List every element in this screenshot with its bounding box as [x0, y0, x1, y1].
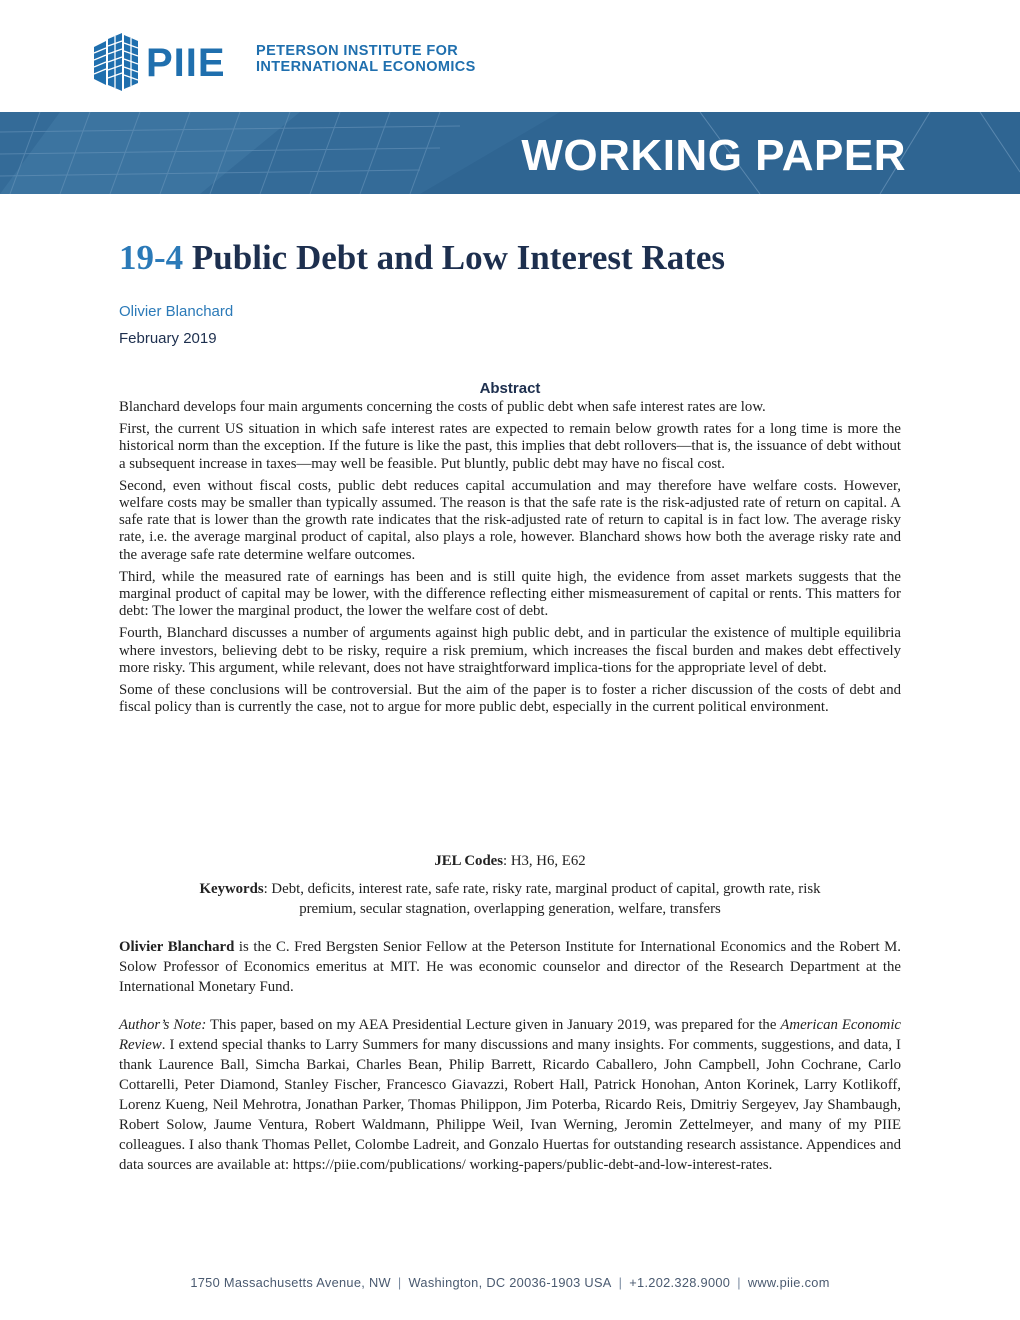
abstract-paragraph: Blanchard develops four main arguments concerning the costs of public debt when safe interest rates are low.: [119, 399, 766, 415]
authors-note: [119, 1015, 901, 1175]
jel-codes: [0, 853, 1020, 870]
note-text-after: . I extend special thanks to Larry Summers for many discussions and many insights. For comments, suggestions, and data, I thank Laurence Ball, Simcha Barkai, Charles Bean, Philip Barrett, Ricardo Caballero, John Campbell, John Cochrane, Carlo Cottarelli, Peter Diamond, Stanley Fischer, Francesco Giavazzi, Robert Hall, Patrick Honohan, Anton Korinek, Larry Kotlikoff, Lorenz Kueng, Neil Mehrotra, Jonathan Parker, Thomas Philippon, Jim Poterba, Ricardo Reis, Dmitriy Sergeyev, Jay Shambaugh, Robert Solow, Jaume Ventura, Robert Waldmann, Philippe Weil, Ivan Werning, Jeromin Zettelmeyer, and many of my PIIE colleagues. I also thank Thomas Pellet, Colombe Ladreit, and Gonzalo Huertas for outstanding research assistance. Appendices and data sources are available at: https://piie.com/publications/ working-papers/public-debt-and-low-interest-rates.: [119, 1037, 901, 1173]
footer-city: Washington, DC 20036-1903 USA: [408, 1275, 612, 1290]
keywords-value: : Debt, deficits, interest rate, safe rate, risky rate, marginal product of capital, growth rate, risk premium, secular stagnation, overlapping generation, welfare, transfers: [263, 881, 821, 917]
note-text-before: This paper, based on my AEA Presidential Lecture given in January 2019, was prepared for the: [206, 1017, 781, 1033]
abstract-paragraph: Some of these conclusions will be controversial. But the aim of the paper is to foster a richer discussion of the costs of debt and fiscal policy than is currently the case, not to argue for more public debt, especially in the current political environment.: [119, 682, 901, 716]
institute-name-line1: PETERSON INSTITUTE FOR: [256, 43, 459, 59]
jel-value: : H3, H6, E62: [503, 853, 586, 869]
banner-title: WORKING PAPER: [521, 131, 906, 180]
footer: 1750 Massachusetts Avenue, NW | Washington, DC 20036-1903 USA | +1.202.328.9000 | www.piie.com: [190, 1275, 830, 1290]
institute-name: [256, 43, 476, 75]
abstract-paragraph: First, the current US situation in which safe interest rates are expected to remain below growth rates for a long time is more the historical norm than the exception. If the future is like the past, this implies that debt rollovers—that is, the issuance of debt without a subsequent increase in taxes—may well be feasible. Put bluntly, public debt may have no fiscal cost.: [119, 421, 901, 472]
jel-label: JEL Codes: [434, 853, 504, 869]
abstract-body: [119, 399, 901, 721]
publication-date: February 2019: [119, 330, 217, 347]
working-paper-banner: [0, 112, 1020, 194]
keywords: [175, 879, 845, 919]
note-journal: American Economic Review: [119, 1017, 901, 1053]
author-name: Olivier Blanchard: [119, 303, 234, 320]
footer-address: 1750 Massachusetts Avenue, NW: [190, 1275, 391, 1290]
paper-title-text: Public Debt and Low Interest Rates: [191, 238, 726, 277]
piie-logo: [92, 33, 512, 93]
paper-number: 19-4: [119, 238, 184, 277]
paper-title: [119, 236, 725, 280]
building-logo-icon: [92, 33, 140, 91]
abstract-paragraph: Third, while the measured rate of earnings has been and is still quite high, the evidence from asset markets suggests that the marginal product of capital may be lower, with the difference reflecting either mismeasurement of capital or rents. This matters for debt: The lower the marginal product, the lower the welfare cost of debt.: [119, 568, 901, 620]
institute-name-line2: INTERNATIONAL ECONOMICS: [256, 59, 476, 75]
abstract-paragraph: Second, even without fiscal costs, public debt reduces capital accumulation and may therefore have welfare costs. However, welfare costs may be smaller than typically assumed. The reason is that the safe rate is the risk-adjusted rate of return on capital. A safe rate that is lower than the growth rate indicates that the risk-adjusted rate of return to capital is in fact low. The average risky rate, i.e. the average marginal product of capital, also plays a role, however. Blanchard shows how both the average risky rate and the average safe rate determine welfare outcomes.: [119, 477, 901, 563]
footer-website-link[interactable]: www.piie.com: [747, 1275, 830, 1290]
bio-text: is the C. Fred Bergsten Senior Fellow at the Peterson Institute for International Economics and the Robert M. Solow Professor of Economics emeritus at MIT. He was economic counselor and director of the Research Department at the International Monetary Fund.: [119, 939, 901, 995]
bio-name: Olivier Blanchard: [119, 939, 235, 955]
author-bio: [119, 937, 901, 997]
logo-wordmark: PIIE: [146, 41, 226, 85]
keywords-label: Keywords: [199, 881, 264, 897]
abstract-paragraph: Fourth, Blanchard discusses a number of arguments against high public debt, and in particular the existence of multiple equilibria where investors, believing debt to be risky, require a risk premium, which increases the fiscal burden and makes debt effectively more risky. This argument, while relevant, does not have straightforward implica-tions for the appropriate level of debt.: [119, 625, 901, 676]
abstract-heading: Abstract: [479, 380, 541, 397]
note-label: Author’s Note:: [119, 1017, 207, 1033]
footer-phone: +1.202.328.9000: [629, 1275, 731, 1290]
